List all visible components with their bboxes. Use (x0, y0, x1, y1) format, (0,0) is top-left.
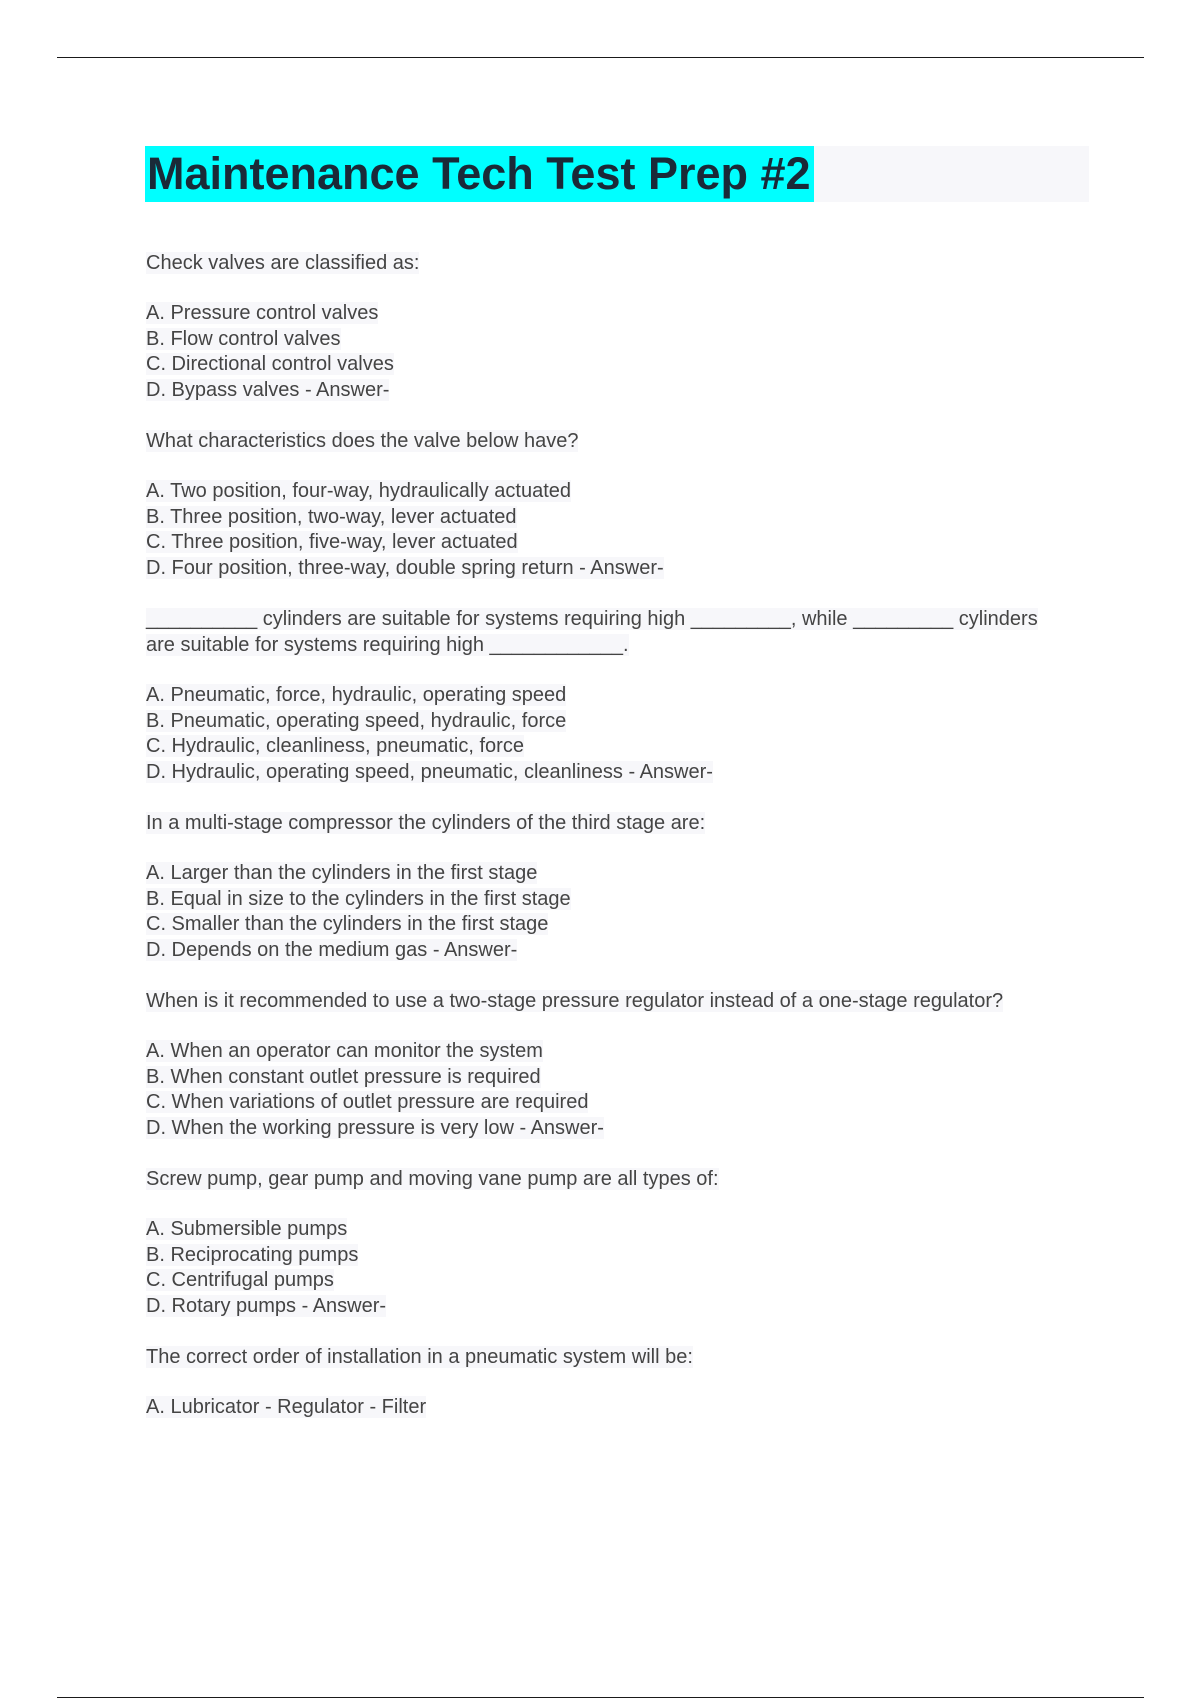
options-list (146, 1039, 1066, 1141)
question-text (146, 1344, 1066, 1370)
option-text: D. Bypass valves - Answer- (146, 378, 390, 401)
option-d (146, 556, 1066, 582)
spacer (146, 403, 1066, 428)
spacer (146, 785, 1066, 810)
option-text: C. Directional control valves (146, 353, 394, 375)
question-text (146, 810, 1066, 836)
spacer (146, 963, 1066, 988)
option-d (146, 760, 1066, 786)
option-text: B. Reciprocating pumps (146, 1243, 359, 1266)
question-text-line: In a multi-stage compressor the cylinders of the third stage are: (146, 812, 706, 834)
option-c (146, 734, 1066, 760)
option-d (146, 1294, 1066, 1320)
option-b (146, 1065, 1066, 1091)
option-a (146, 301, 1066, 327)
question-block (146, 606, 1066, 785)
option-c (146, 1268, 1066, 1294)
spacer (146, 1141, 1066, 1166)
option-c (146, 352, 1066, 378)
option-text: C. Centrifugal pumps (146, 1269, 334, 1291)
option-text: D. When the working pressure is very low - Answer- (146, 1116, 604, 1139)
question-text (146, 428, 1066, 454)
option-a (146, 1217, 1066, 1243)
question-text (146, 606, 1066, 658)
option-text: B. When constant outlet pressure is required (146, 1065, 541, 1088)
question-text-line: Screw pump, gear pump and moving vane pump are all types of: (146, 1168, 719, 1190)
options-list (146, 861, 1066, 963)
option-b (146, 505, 1066, 531)
question-block (146, 428, 1066, 581)
bottom-rule (57, 1697, 1144, 1698)
option-b (146, 887, 1066, 913)
question-block (146, 810, 1066, 963)
question-block (146, 988, 1066, 1141)
question-text (146, 250, 1066, 276)
option-c (146, 1090, 1066, 1116)
option-text: D. Rotary pumps - Answer- (146, 1294, 387, 1317)
spacer (146, 581, 1066, 606)
question-list (146, 250, 1066, 1421)
option-b (146, 709, 1066, 735)
document-title: Maintenance Tech Test Prep #2 (145, 146, 814, 202)
option-b (146, 1243, 1066, 1269)
option-text: C. Hydraulic, cleanliness, pneumatic, force (146, 735, 524, 757)
option-text: B. Three position, two-way, lever actuated (146, 505, 517, 528)
question-text-line: When is it recommended to use a two-stage pressure regulator instead of a one-stage regulator? (146, 990, 1004, 1012)
option-text: A. Submersible pumps (146, 1218, 348, 1240)
option-text: A. Lubricator - Regulator - Filter (146, 1396, 427, 1418)
options-list (146, 479, 1066, 581)
option-d (146, 938, 1066, 964)
option-text: C. When variations of outlet pressure are required (146, 1091, 589, 1113)
options-list (146, 301, 1066, 403)
option-text: D. Four position, three-way, double spring return - Answer- (146, 556, 664, 579)
option-text: B. Flow control valves (146, 327, 341, 350)
option-text: C. Three position, five-way, lever actuated (146, 531, 518, 553)
option-d (146, 1116, 1066, 1142)
question-block (146, 1344, 1066, 1421)
option-text: A. When an operator can monitor the system (146, 1040, 543, 1062)
question-text-line: The correct order of installation in a pneumatic system will be: (146, 1346, 693, 1368)
options-list (146, 683, 1066, 785)
top-rule (57, 57, 1144, 58)
question-text-line: Check valves are classified as: (146, 252, 420, 274)
question-text (146, 988, 1066, 1014)
option-text: D. Hydraulic, operating speed, pneumatic, cleanliness - Answer- (146, 760, 713, 783)
option-d (146, 378, 1066, 404)
option-text: A. Pneumatic, force, hydraulic, operating speed (146, 684, 567, 706)
option-a (146, 1039, 1066, 1065)
question-block (146, 1166, 1066, 1319)
options-list (146, 1395, 1066, 1421)
option-a (146, 479, 1066, 505)
option-text: A. Larger than the cylinders in the first stage (146, 862, 538, 884)
option-a (146, 1395, 1066, 1421)
spacer (146, 1319, 1066, 1344)
option-text: D. Depends on the medium gas - Answer- (146, 938, 518, 961)
option-text: A. Two position, four-way, hydraulically actuated (146, 480, 572, 502)
question-text-line: __________ cylinders are suitable for systems requiring high _________, while _________ cylinders are suitable for systems requiring high ____________. (146, 608, 1038, 656)
option-text: B. Equal in size to the cylinders in the first stage (146, 887, 571, 910)
question-block (146, 250, 1066, 403)
option-c (146, 530, 1066, 556)
option-c (146, 912, 1066, 938)
options-list (146, 1217, 1066, 1319)
option-text: B. Pneumatic, operating speed, hydraulic, force (146, 709, 567, 732)
option-a (146, 861, 1066, 887)
option-b (146, 327, 1066, 353)
option-text: C. Smaller than the cylinders in the first stage (146, 913, 549, 935)
question-text-line: What characteristics does the valve below have? (146, 430, 579, 452)
option-text: A. Pressure control valves (146, 302, 379, 324)
question-text (146, 1166, 1066, 1192)
option-a (146, 683, 1066, 709)
